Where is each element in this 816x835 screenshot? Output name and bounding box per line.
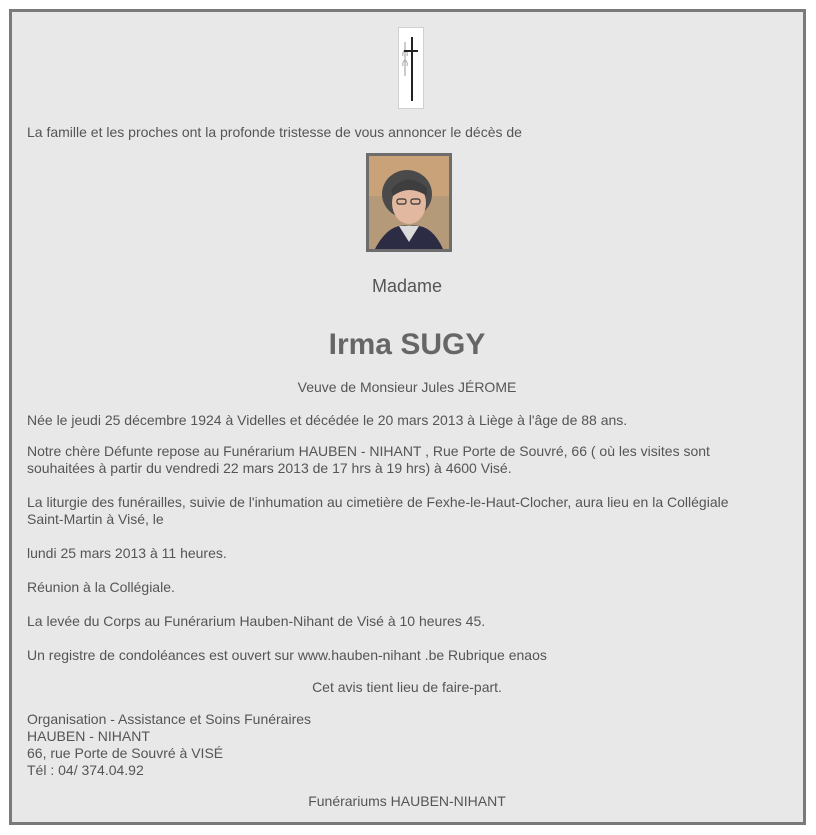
repose-line-2: souhaitées à partir du vendredi 22 mars 2013 de 17 hrs à 19 hrs) à 4600 Visé. xyxy=(27,460,512,476)
liturgy-line-2: Saint-Martin à Visé, le xyxy=(27,511,164,527)
liturgy-line-1: La liturgie des funérailles, suivie de l'inhumation au cimetière de Fexhe-le-Haut-Clocher, aura lieu en la Collégiale xyxy=(27,494,729,510)
organisation-line-3: 66, rue Porte de Souvré à VISÉ xyxy=(27,745,224,761)
faire-part-line: Cet avis tient lieu de faire-part. xyxy=(312,679,502,695)
reunion-line: Réunion à la Collégiale. xyxy=(27,579,175,595)
levee-line: La levée du Corps au Funérarium Hauben-Nihant de Visé à 10 heures 45. xyxy=(27,613,486,629)
organisation-line-4: Tél : 04/ 374.04.92 xyxy=(27,762,144,778)
flower-icon xyxy=(402,42,409,76)
footer-signature: Funérariums HAUBEN-NIHANT xyxy=(308,793,506,809)
title-madame: Madame xyxy=(371,276,443,296)
deceased-name: Irma SUGY xyxy=(328,328,486,361)
widow-line: Veuve de Monsieur Jules JÉROME xyxy=(297,379,517,395)
organisation-line-2: HAUBEN - NIHANT xyxy=(27,728,150,744)
intro-text: La famille et les proches ont la profonde tristesse de vous annoncer le décès de xyxy=(27,124,522,140)
obituary-card xyxy=(9,9,806,825)
portrait-photo xyxy=(366,153,452,252)
cross-icon xyxy=(411,37,413,101)
cross-image xyxy=(398,27,424,109)
organisation-line-1: Organisation - Assistance et Soins Funéraires xyxy=(27,711,312,727)
birth-death-line: Née le jeudi 25 décembre 1924 à Videlles et décédée le 20 mars 2013 à Liège à l'âge de 88 ans. xyxy=(27,412,628,428)
repose-line-1: Notre chère Défunte repose au Funérarium HAUBEN - NIHANT , Rue Porte de Souvré, 66 ( où les visites sont xyxy=(27,443,710,459)
registry-line: Un registre de condoléances est ouvert sur www.hauben-nihant .be Rubrique enaos xyxy=(27,647,547,663)
ceremony-date: lundi 25 mars 2013 à 11 heures. xyxy=(27,545,227,561)
